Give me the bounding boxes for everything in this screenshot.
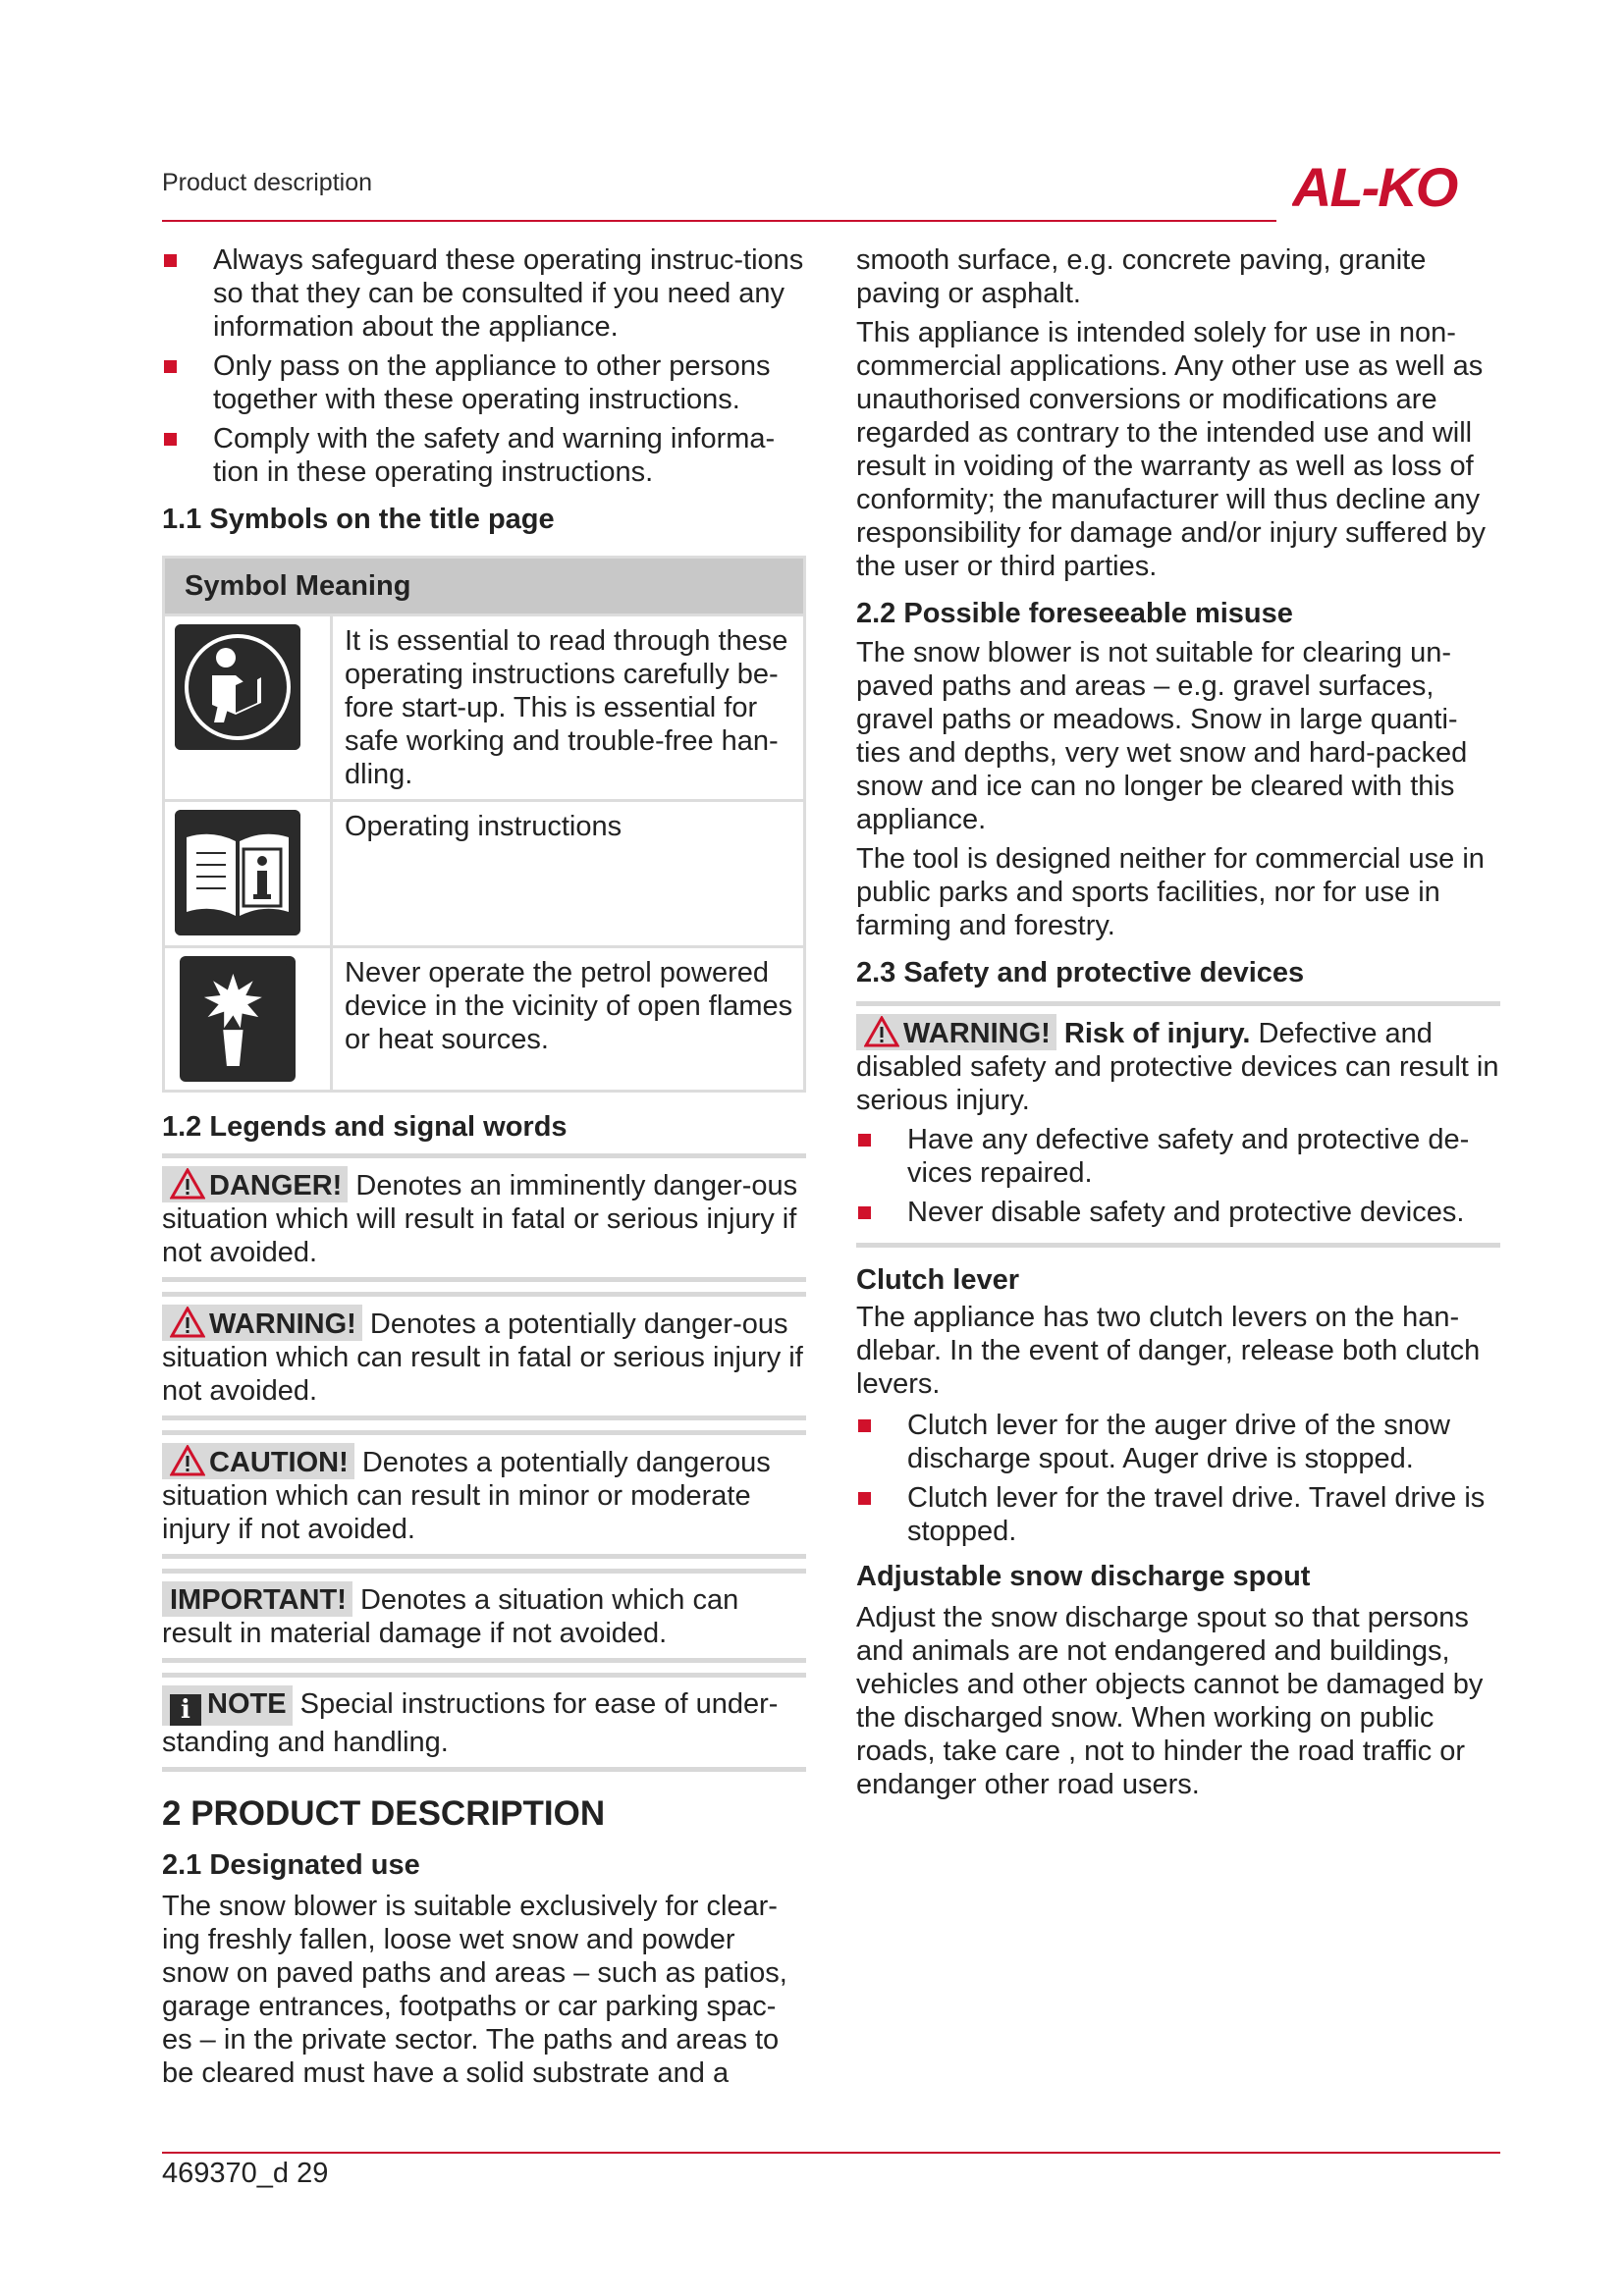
left-column — [162, 243, 806, 2090]
intro-bullet-list — [162, 243, 806, 489]
list-item: Clutch lever for the auger drive of the snow discharge spout. Auger drive is stopped. — [856, 1409, 1500, 1475]
caution-signal — [162, 1430, 806, 1559]
table-header: Symbol Meaning — [164, 558, 805, 615]
table-row — [164, 615, 805, 801]
designated-use-text: The snow blower is suitable exclusively for clear-ing freshly fallen, loose wet snow and powder snow on paved paths and areas – such as patios, garage entrances, footpaths or car parking spac-es – in the private sector. The paths and areas to be cleared must have a solid substrate and a — [162, 1891, 787, 2089]
table-cell: Operating instructions — [332, 801, 805, 947]
safety-warning-label-box — [856, 1014, 1056, 1050]
section-heading-designated: 2.1 Designated use — [162, 1849, 420, 1881]
header-rule — [162, 220, 1276, 222]
important-text: Denotes a situation which can result in material damage if not avoided. — [162, 1584, 739, 1649]
list-item: Have any defective safety and protective de-vices repaired. — [856, 1123, 1500, 1190]
alko-logo — [1292, 159, 1500, 214]
safety-bullet-list — [856, 1123, 1500, 1229]
note-label: NOTE — [207, 1688, 287, 1720]
list-item: Never disable safety and protective devices. — [856, 1196, 1500, 1229]
table-cell: Never operate the petrol powered device in the vicinity of open flames or heat sources. — [332, 947, 805, 1092]
section-heading-misuse: 2.2 Possible foreseeable misuse — [856, 598, 1293, 629]
danger-signal — [162, 1153, 806, 1282]
section-heading-symbols: 1.1 Symbols on the title page — [162, 504, 555, 535]
symbols-table — [162, 556, 806, 1093]
read-manual-icon — [175, 624, 300, 750]
caution-label: CAUTION! — [209, 1447, 349, 1478]
clutch-text: The appliance has two clutch levers on the han-dlebar. In the event of danger, release both clutch levers. — [856, 1302, 1481, 1400]
clutch-bullet-list — [856, 1409, 1500, 1548]
right-column — [856, 243, 1500, 1801]
footer-rule — [162, 2152, 1500, 2154]
note-signal — [162, 1673, 806, 1772]
warning-triangle-icon — [170, 1445, 205, 1476]
caution-label-box — [162, 1443, 354, 1479]
important-label: IMPORTANT! — [162, 1581, 352, 1617]
warning-triangle-icon — [170, 1307, 205, 1338]
designated-use-paragraph-2: This appliance is intended solely for use in non-commercial applications. Any other use as well as unauthorised conversions or modifications are regarded as contrary to the intended use and will result in voiding of the warranty as well as loss of conformity; the manufacturer will thus decline any responsibility for damage and/or injury suffered by the user or third parties. — [856, 317, 1487, 582]
important-signal — [162, 1569, 806, 1663]
section-heading-spout: Adjustable snow discharge spout — [856, 1561, 1311, 1592]
note-label-box — [162, 1685, 293, 1726]
safety-warning-label: WARNING! — [903, 1018, 1051, 1049]
warning-triangle-icon — [170, 1168, 205, 1200]
spout-text: Adjust the snow discharge spout so that persons and animals are not endangered and buildings, vehicles and other objects cannot be damaged by the discharged snow. When working on public roads, take care , not to hinder the road traffic or endanger other road users. — [856, 1602, 1484, 1800]
note-text: Special instructions for ease of under-standing and handling. — [162, 1688, 779, 1758]
warning-text: Denotes a potentially danger-ous situation which can result in fatal or serious injury if not avoided. — [162, 1308, 803, 1407]
logo-text: AL-KO — [1292, 159, 1457, 214]
warning-label: WARNING! — [209, 1308, 356, 1340]
list-item: Clutch lever for the travel drive. Travel drive is stopped. — [856, 1481, 1500, 1548]
safety-warning-text: Defective and disabled safety and protective devices can result in serious injury. — [856, 1018, 1499, 1116]
running-header: Product description — [162, 169, 373, 196]
danger-text: Denotes an imminently danger-ous situation which will result in fatal or serious injury if not avoided. — [162, 1170, 798, 1268]
list-item: Only pass on the appliance to other persons together with these operating instructions. — [162, 349, 806, 416]
section-heading-legends: 1.2 Legends and signal words — [162, 1111, 568, 1143]
table-cell: It is essential to read through these operating instructions carefully be-fore start-up. This is essential for safe working and trouble-free han-dling. — [332, 615, 805, 801]
operating-instructions-icon — [175, 810, 300, 935]
caution-text: Denotes a potentially dangerous situation which can result in minor or moderate injury if not avoided. — [162, 1447, 771, 1545]
misuse-paragraph-1: The snow blower is not suitable for clearing un-paved paths and areas – e.g. gravel surfaces, gravel paths or meadows. Snow in large quanti-ties and depths, very wet snow and hard-packed snow and ice can no longer be cleared with this appliance. — [856, 637, 1468, 835]
designated-use-continued: smooth surface, e.g. concrete paving, granite paving or asphalt. — [856, 244, 1427, 309]
info-icon: i — [170, 1694, 201, 1726]
warning-label-box — [162, 1305, 362, 1341]
danger-label: DANGER! — [209, 1170, 343, 1201]
section-heading-safety: 2.3 Safety and protective devices — [856, 957, 1305, 988]
danger-label-box — [162, 1166, 348, 1202]
no-open-flame-icon — [180, 956, 296, 1082]
safety-warning-bold: Risk of injury. — [1056, 1018, 1251, 1049]
table-row — [164, 801, 805, 947]
safety-warning-block — [856, 1001, 1500, 1248]
page-footer: 469370_d 29 — [162, 2158, 329, 2189]
warning-triangle-icon — [864, 1016, 899, 1047]
section-heading-clutch: Clutch lever — [856, 1264, 1019, 1296]
list-item: Always safeguard these operating instruc-tions so that they can be consulted if you need any information about the appliance. — [162, 243, 806, 344]
misuse-paragraph-2: The tool is designed neither for commercial use in public parks and sports facilities, nor for use in farming and forestry. — [856, 843, 1485, 941]
list-item: Comply with the safety and warning informa-tion in these operating instructions. — [162, 422, 806, 489]
chapter-heading-product: 2 PRODUCT DESCRIPTION — [162, 1794, 606, 1833]
table-row — [164, 947, 805, 1092]
warning-signal — [162, 1292, 806, 1420]
